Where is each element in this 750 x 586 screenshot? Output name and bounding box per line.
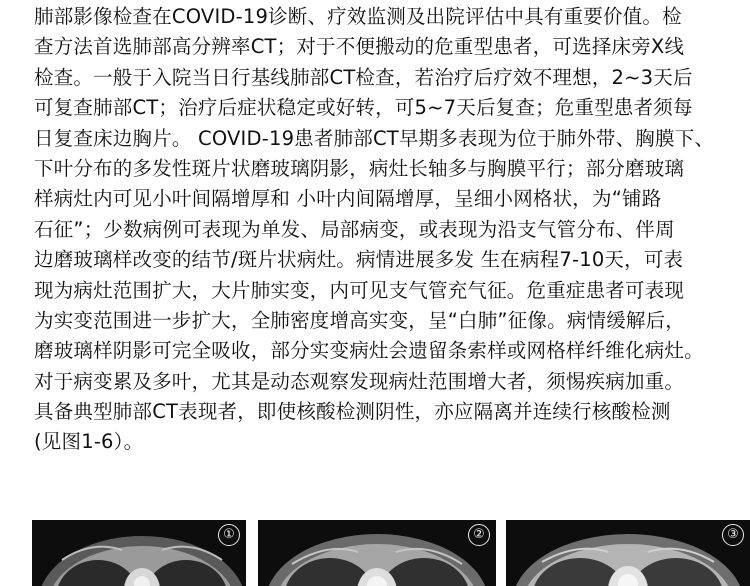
- text-line: 对于病变累及多叶，尤其是动态观察发现病灶范围增大者，须惕疾病加重。: [34, 369, 685, 393]
- text-line: 查方法首选肺部高分辨率CT；对于不便搬动的危重型患者，可选择床旁X线: [34, 35, 685, 59]
- text-line: 肺部影像检查在COVID-19诊断、疗效监测及出院评估中具有重要价值。检: [34, 5, 682, 28]
- ct-scan-image: [32, 520, 246, 586]
- ct-scan-panel-3: [506, 520, 750, 586]
- text-line: 日复查床边胸片。 COVID-19患者肺部CT早期多表现为位于肺外带、胸膜下、: [34, 126, 715, 150]
- ct-scan-panel-1: [32, 520, 246, 586]
- text-line: (见图1-6）。: [34, 430, 144, 454]
- text-line: 样病灶内可见小叶间隔增厚和 小叶内间隔增厚，呈细小网格状，为“铺路: [34, 187, 662, 211]
- text-line: 石征”；少数病例可表现为单发、局部病变，或表现为沿支气管分布、伴周: [34, 217, 675, 241]
- text-line: 可复查肺部CT；治疗后症状稳定或好转，可5~7天后复查；危重型患者须每: [34, 96, 693, 120]
- text-line: 磨玻璃样阴影可完全吸收，部分实变病灶会遗留条索样或网格样纤维化病灶。: [34, 339, 704, 363]
- figure-number-badge: ③: [722, 524, 744, 546]
- text-line: 检查。一般于入院当日行基线肺部CT检查，若治疗后疗效不理想，2~3天后: [34, 65, 693, 89]
- ct-scan-panel-2: [258, 520, 496, 586]
- figure-number-badge: ②: [468, 524, 490, 546]
- text-line: 边磨玻璃样改变的结节/斑片状病灶。病情进展多发 生在病程7-10天，可表: [34, 248, 684, 272]
- ct-figure-strip: [32, 520, 750, 586]
- ct-scan-image: [506, 520, 750, 586]
- text-line: 现为病灶范围扩大，大片肺实变，内可见支气管充气征。危重症患者可表现: [34, 278, 685, 302]
- text-line: 为实变范围进一步扩大，全肺密度增高实变，呈“白肺”征像。病情缓解后，: [34, 308, 686, 332]
- body-paragraph: [34, 0, 746, 458]
- text-line: 下叶分布的多发性斑片状磨玻璃阴影，病灶长轴多与胸膜平行；部分磨玻璃: [34, 156, 685, 180]
- figure-number-badge: ①: [218, 524, 240, 546]
- ct-scan-image: [258, 520, 496, 586]
- text-line: 具备典型肺部CT表现者，即使核酸检测阴性，亦应隔离并连续行核酸检测: [34, 400, 671, 424]
